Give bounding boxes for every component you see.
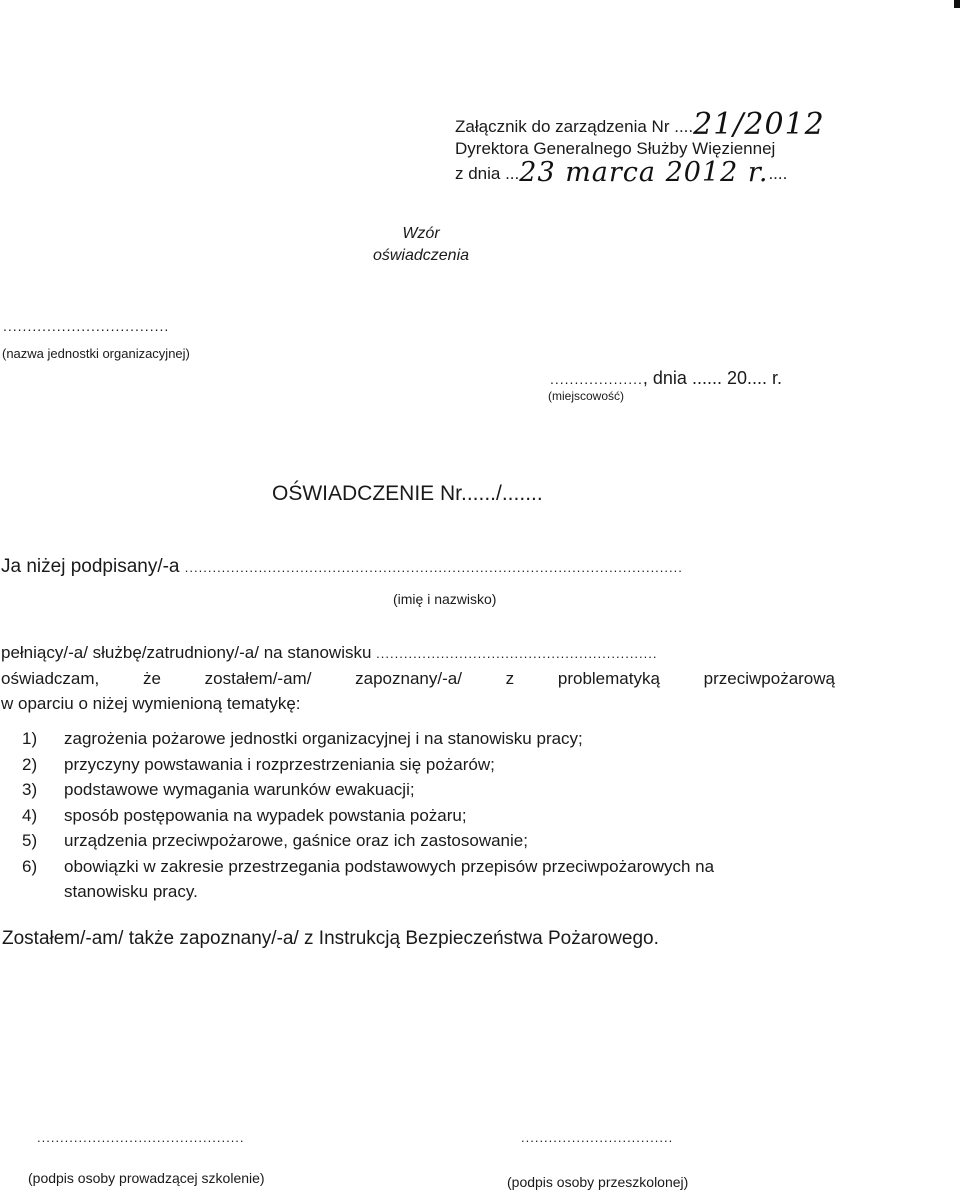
list-item: [22, 777, 724, 803]
name-field: ............................................................................................................: [184, 560, 683, 575]
topics-list: [22, 726, 724, 905]
list-item-number: 3): [22, 780, 38, 799]
unit-name-field: ..................................: [3, 318, 170, 334]
handwritten-order-number: 21/2012: [693, 107, 825, 142]
template-label: Wzór oświadczenia: [372, 225, 470, 264]
corner-scan-mark: [954, 0, 960, 8]
list-item: [22, 854, 724, 905]
attachment-line-2: Dyrektora Generalnego Służby Więziennej: [455, 139, 776, 158]
statement-body: [1, 640, 835, 716]
list-item-text: podstawowe wymagania warunków ewakuacji;: [64, 780, 415, 799]
attachment-header: [455, 107, 825, 188]
list-item-text: zagrożenia pożarowe jednostki organizacyjnej i na stanowisku pracy;: [64, 729, 583, 748]
statement-line: [1, 666, 835, 691]
attachment-line-1: [455, 107, 825, 142]
instructor-signature-field: .............................................: [37, 1130, 245, 1145]
list-item: [22, 803, 724, 829]
statement-word: że: [142, 669, 161, 688]
date-text: , dnia ...... 20.... r.: [642, 368, 782, 388]
final-statement: Zostałem/-am/ także zapoznany/-a/ z Instrukcją Bezpieczeństwa Pożarowego.: [2, 928, 659, 949]
handwritten-date: 23 marca 2012 r.: [519, 157, 769, 188]
unit-name-label: (nazwa jednostki organizacyjnej): [2, 346, 190, 361]
place-dots: ...................: [550, 371, 643, 387]
trainee-signature-field: .................................: [521, 1130, 674, 1145]
statement-word: oświadczam,: [1, 669, 100, 688]
list-item: [22, 752, 724, 778]
statement-word: zostałem/-am/: [204, 669, 312, 688]
list-item: [22, 828, 724, 854]
place-date-field: [550, 368, 782, 389]
intro-text: Ja niżej podpisany/-a: [1, 556, 180, 577]
position-line: [1, 640, 835, 666]
attachment-date-suffix: ....: [768, 164, 788, 183]
attachment-date-prefix: z dnia ...: [455, 164, 520, 183]
list-item-number: 1): [22, 729, 38, 748]
list-item-number: 4): [22, 805, 38, 825]
list-item-number: 2): [22, 754, 38, 774]
intro-line: [1, 556, 683, 578]
list-item-number: 6): [22, 856, 38, 876]
document-title: OŚWIADCZENIE Nr....../.......: [272, 482, 543, 505]
attachment-dots: ....: [674, 117, 694, 136]
position-field: .............................................................: [376, 646, 658, 661]
position-text: pełniący/-a/ służbę/zatrudniony/-a/ na stanowisku: [1, 643, 372, 662]
list-item-text: sposób postępowania na wypadek powstania pożaru;: [64, 805, 467, 825]
list-item-text: urządzenia przeciwpożarowe, gaśnice oraz ich zastosowanie;: [64, 831, 528, 850]
list-item-number: 5): [22, 831, 38, 850]
statement-word: z: [505, 669, 515, 688]
statement-word: problematyką: [557, 669, 660, 688]
attachment-line-3: [455, 157, 825, 188]
list-item-text: przyczyny powstawania i rozprzestrzeniania się pożarów;: [64, 754, 495, 774]
attachment-prefix: Załącznik do zarządzenia Nr: [455, 117, 670, 136]
instructor-signature-label: (podpis osoby prowadzącej szkolenie): [28, 1170, 265, 1186]
place-label: (miejscowość): [548, 389, 625, 403]
statement-word: przeciwpożarową: [703, 669, 835, 688]
list-item: [22, 726, 724, 752]
name-label: (imię i nazwisko): [393, 591, 497, 607]
trainee-signature-label: (podpis osoby przeszkolonej): [507, 1174, 689, 1190]
list-item-text: obowiązki w zakresie przestrzegania podstawowych przepisów przeciwpożarowych na stanowisku pracy.: [64, 856, 715, 901]
basis-line: w oparciu o niżej wymienioną tematykę:: [1, 694, 301, 713]
statement-word: zapoznany/-a/: [355, 669, 462, 688]
